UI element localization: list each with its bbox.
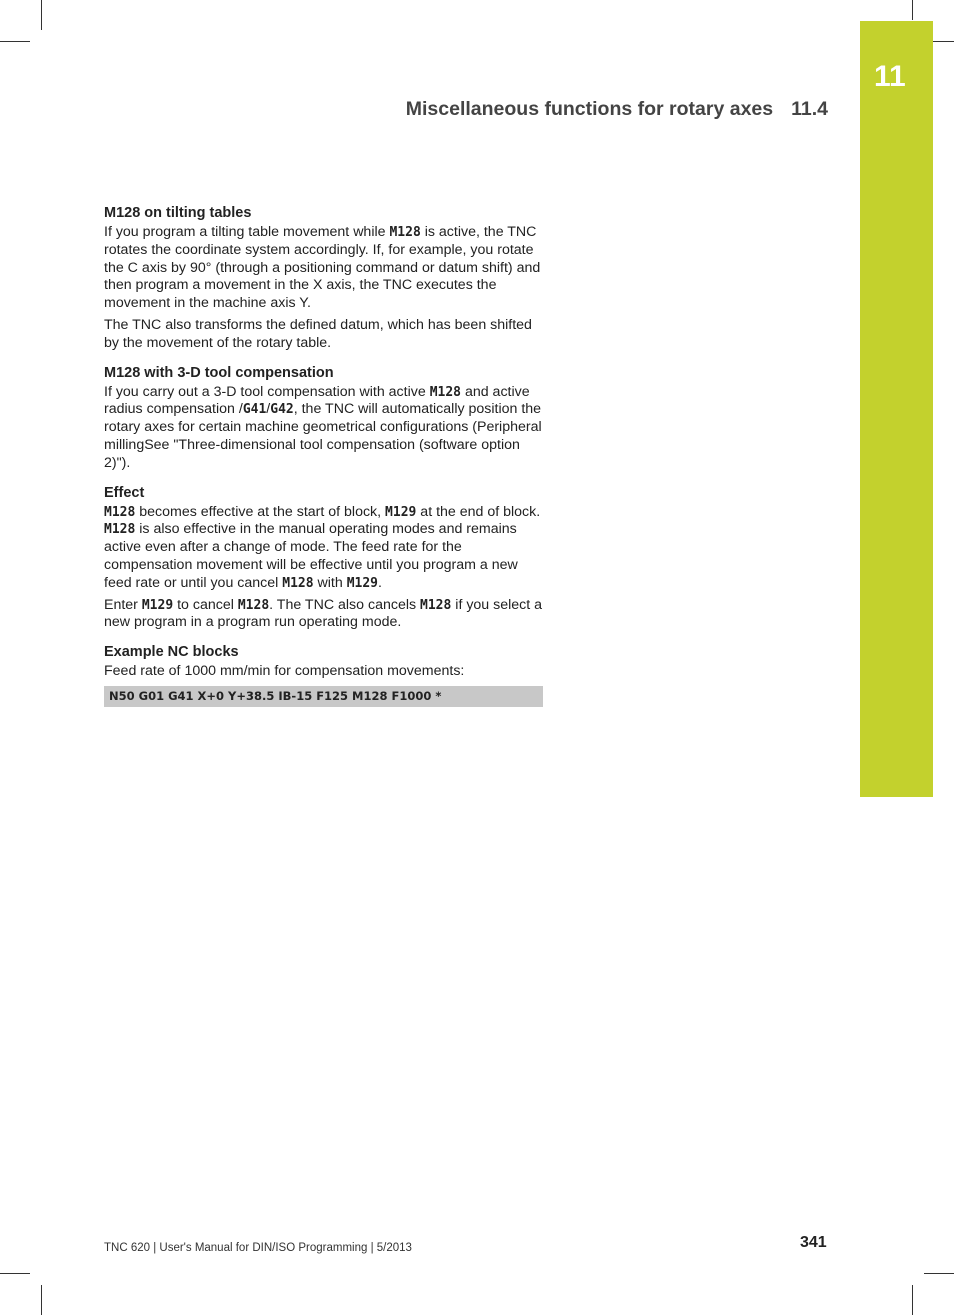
section-heading: Effect [104, 484, 145, 501]
crop-mark [912, 0, 913, 20]
section-heading: Example NC blocks [104, 644, 239, 661]
running-header [406, 98, 828, 121]
paragraph: Enter M129 to cancel M128. The TNC also cancels M128 if you select a new program in a program run operating mode. [104, 596, 543, 631]
crop-mark [924, 1273, 954, 1274]
header-title: Miscellaneous functions for rotary axes [405, 98, 774, 120]
chapter-number: 11 [874, 60, 906, 93]
paragraph: The TNC also transforms the defined datum, which has been shifted by the movement of the rotary table. [104, 316, 532, 351]
page-content [104, 205, 544, 707]
page-number: 341 [800, 1234, 827, 1251]
crop-mark [41, 1285, 42, 1315]
paragraph: If you program a tilting table movement while M128 is active, the TNC rotates the coordinate system accordingly. If, for example, you rotate the C axis by 90° (through a positioning command or datum shift) and then program a movement in the X axis, the TNC executes the movement in the machine axis Y. [104, 224, 541, 312]
crop-mark [912, 1285, 913, 1315]
footer-text: TNC 620 | User's Manual for DIN/ISO Programming | 5/2013 [104, 1242, 412, 1254]
section-heading: M128 with 3-D tool compensation [104, 364, 334, 381]
nc-code-block: N50 G01 G41 X+0 Y+38.5 IB-15 F125 M128 F1000 * [104, 686, 543, 707]
crop-mark [0, 41, 30, 42]
paragraph: If you carry out a 3-D tool compensation with active M128 and active radius compensation /G41/G42, the TNC will automatically position the rotary axes for certain machine geometrical configurations (Peripheral millingSee "Three-dimensional tool compensation (software option 2)"). [104, 383, 542, 471]
paragraph: Feed rate of 1000 mm/min for compensation movements: [104, 663, 465, 680]
paragraph: M128 becomes effective at the start of block, M129 at the end of block. M128 is also effective in the manual operating modes and remains active even after a change of mode. The feed rate for the compensation movement will be effective until you program a new feed rate or until you cancel M128 with M129. [104, 503, 541, 591]
section-heading: M128 on tilting tables [104, 205, 252, 221]
header-section-number: 11.4 [791, 98, 828, 120]
crop-mark [41, 0, 42, 30]
crop-mark [0, 1273, 30, 1274]
chapter-tab [860, 21, 933, 797]
